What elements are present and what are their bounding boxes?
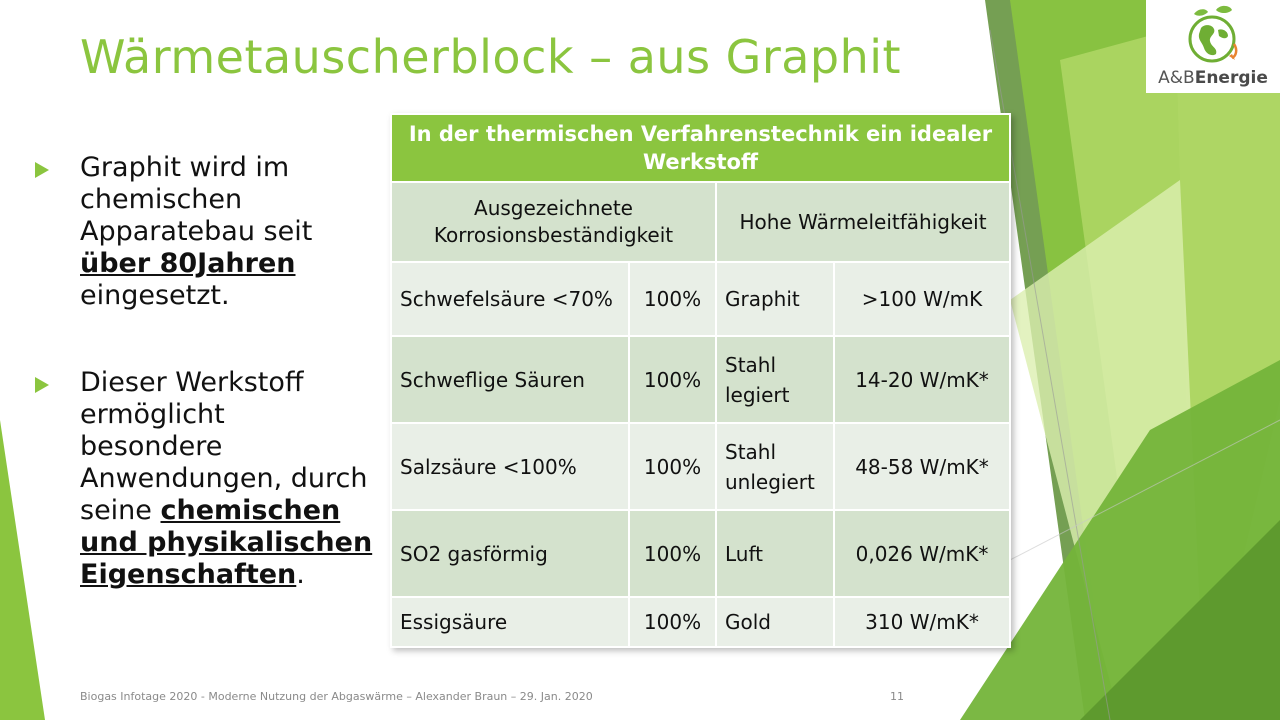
logo-text-b: Energie: [1194, 68, 1268, 88]
table-subheader-row: [391, 182, 1010, 262]
slide-title: Wärmetauscherblock – aus Graphit: [80, 30, 902, 84]
conductivity-cell: 48-58 W/mK*: [834, 423, 1010, 510]
material-cell: Graphit: [716, 262, 834, 336]
conductivity-cell: 14-20 W/mK*: [834, 336, 1010, 423]
material-cell: Stahl legiert: [716, 336, 834, 423]
conductivity-cell: 0,026 W/mK*: [834, 510, 1010, 597]
resistance-cell: 100%: [629, 262, 716, 336]
subheader-conductivity: Hohe Wärmeleitfähigkeit: [716, 182, 1010, 262]
material-cell: Gold: [716, 597, 834, 647]
material-cell: Stahl unlegiert: [716, 423, 834, 510]
substance-cell: SO2 gasförmig: [391, 510, 629, 597]
table-header: In der thermischen Verfahrenstechnik ein idealer Werkstoff: [391, 114, 1010, 182]
subheader-corrosion: Ausgezeichnete Korrosionsbeständigkeit: [391, 182, 716, 262]
bullet-list: [35, 152, 375, 591]
bullet-1-text-end: eingesetzt.: [80, 280, 230, 311]
bullet-item-2: [35, 367, 375, 591]
resistance-cell: 100%: [629, 597, 716, 647]
table-row: [391, 262, 1010, 336]
bullet-arrow-icon: [35, 377, 49, 393]
substance-cell: Essigsäure: [391, 597, 629, 647]
slide-footer: Biogas Infotage 2020 - Moderne Nutzung der Abgaswärme – Alexander Braun – 29. Jan. 2020: [80, 690, 593, 703]
conductivity-cell: >100 W/mK: [834, 262, 1010, 336]
bullet-2-text: Dieser Werkstoff ermöglicht besondere Anwendungen, durch seine: [80, 367, 368, 526]
table-row: [391, 597, 1010, 647]
bullet-2-text-end: .: [296, 559, 305, 590]
page-number: 11: [890, 690, 904, 703]
substance-cell: Salzsäure <100%: [391, 423, 629, 510]
substance-cell: Schweflige Säuren: [391, 336, 629, 423]
resistance-cell: 100%: [629, 336, 716, 423]
resistance-cell: 100%: [629, 423, 716, 510]
bullet-item-1: [35, 152, 375, 312]
material-cell: Luft: [716, 510, 834, 597]
table-row: [391, 336, 1010, 423]
table-header-row: [391, 114, 1010, 182]
table-row: [391, 510, 1010, 597]
bullet-2-emphasis: chemischen und physikalischen Eigenschaften: [80, 495, 373, 590]
conductivity-cell: 310 W/mK*: [834, 597, 1010, 647]
bullet-1-emphasis: über 80Jahren: [80, 248, 296, 279]
company-logo: [1146, 0, 1280, 93]
globe-leaves-icon: [1146, 0, 1280, 70]
resistance-cell: 100%: [629, 510, 716, 597]
logo-text-a: A&B: [1158, 68, 1195, 88]
properties-table: [390, 113, 1011, 648]
logo-text: [1146, 68, 1280, 88]
substance-cell: Schwefelsäure <70%: [391, 262, 629, 336]
bullet-1-text: Graphit wird im chemischen Apparatebau seit: [80, 152, 313, 247]
table-row: [391, 423, 1010, 510]
bullet-arrow-icon: [35, 162, 49, 178]
